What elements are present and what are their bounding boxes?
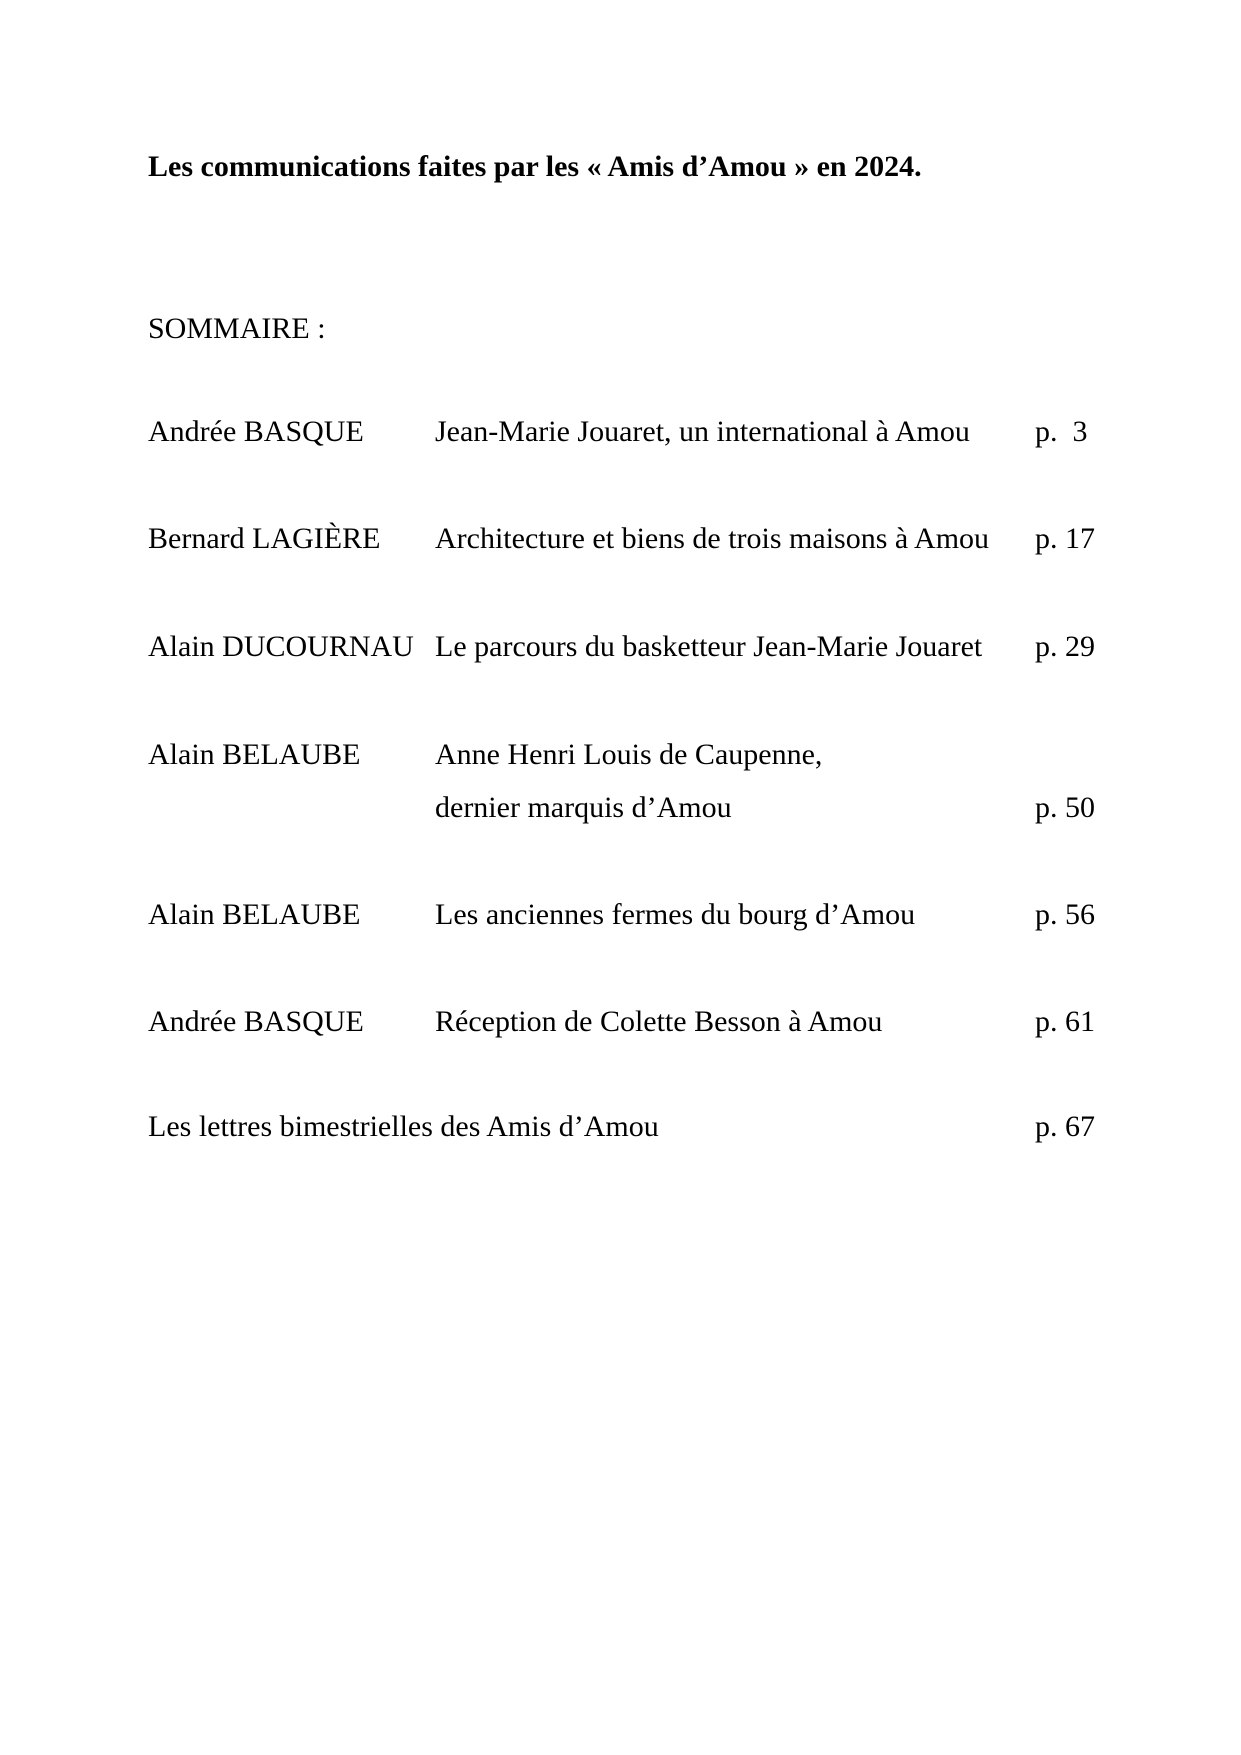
toc-entry-title-line2: dernier marquis d’Amou: [435, 791, 732, 824]
sommaire-heading: SOMMAIRE :: [148, 312, 326, 345]
toc-entry-title: Les anciennes fermes du bourg d’Amou: [435, 898, 916, 931]
toc-entry-page: p. 3: [1035, 415, 1088, 448]
toc-entry-continuation: [148, 791, 1093, 825]
toc-entry: [148, 630, 1093, 664]
toc-entry-author: Andrée BASQUE: [148, 415, 364, 448]
toc-entry-title: Le parcours du basketteur Jean-Marie Jouaret: [435, 630, 983, 663]
toc-entry: [148, 1110, 1093, 1144]
document-title: Les communications faites par les « Amis d’Amou » en 2024.: [148, 150, 922, 183]
toc-entry-full-line: Les lettres bimestrielles des Amis d’Amou: [148, 1110, 659, 1143]
toc-entry: [148, 898, 1093, 932]
toc-entry-page: p. 61: [1035, 1005, 1095, 1038]
toc-entry-author: Alain BELAUBE: [148, 898, 361, 931]
toc-entry-title: Architecture et biens de trois maisons à Amou: [435, 522, 990, 555]
toc-entry-page: p. 67: [1035, 1110, 1095, 1143]
toc-entry-author: Alain BELAUBE: [148, 738, 361, 771]
toc-entry-title: Anne Henri Louis de Caupenne,: [435, 738, 823, 771]
toc-entry: [148, 522, 1093, 556]
toc-entry-title: Réception de Colette Besson à Amou: [435, 1005, 883, 1038]
toc-entry-author: Bernard LAGIÈRE: [148, 522, 381, 555]
toc-entry-author: Andrée BASQUE: [148, 1005, 364, 1038]
toc-entry-page: p. 56: [1035, 898, 1095, 931]
toc-entry-page: p. 17: [1035, 522, 1095, 555]
toc-entry: [148, 738, 1093, 772]
toc-entry: [148, 1005, 1093, 1039]
toc-entry: [148, 415, 1093, 449]
toc-entry-page: p. 29: [1035, 630, 1095, 663]
toc-entry-author: Alain DUCOURNAU: [148, 630, 414, 663]
toc-entry-title: Jean-Marie Jouaret, un international à Amou: [435, 415, 970, 448]
toc-entry-page: p. 50: [1035, 791, 1095, 824]
